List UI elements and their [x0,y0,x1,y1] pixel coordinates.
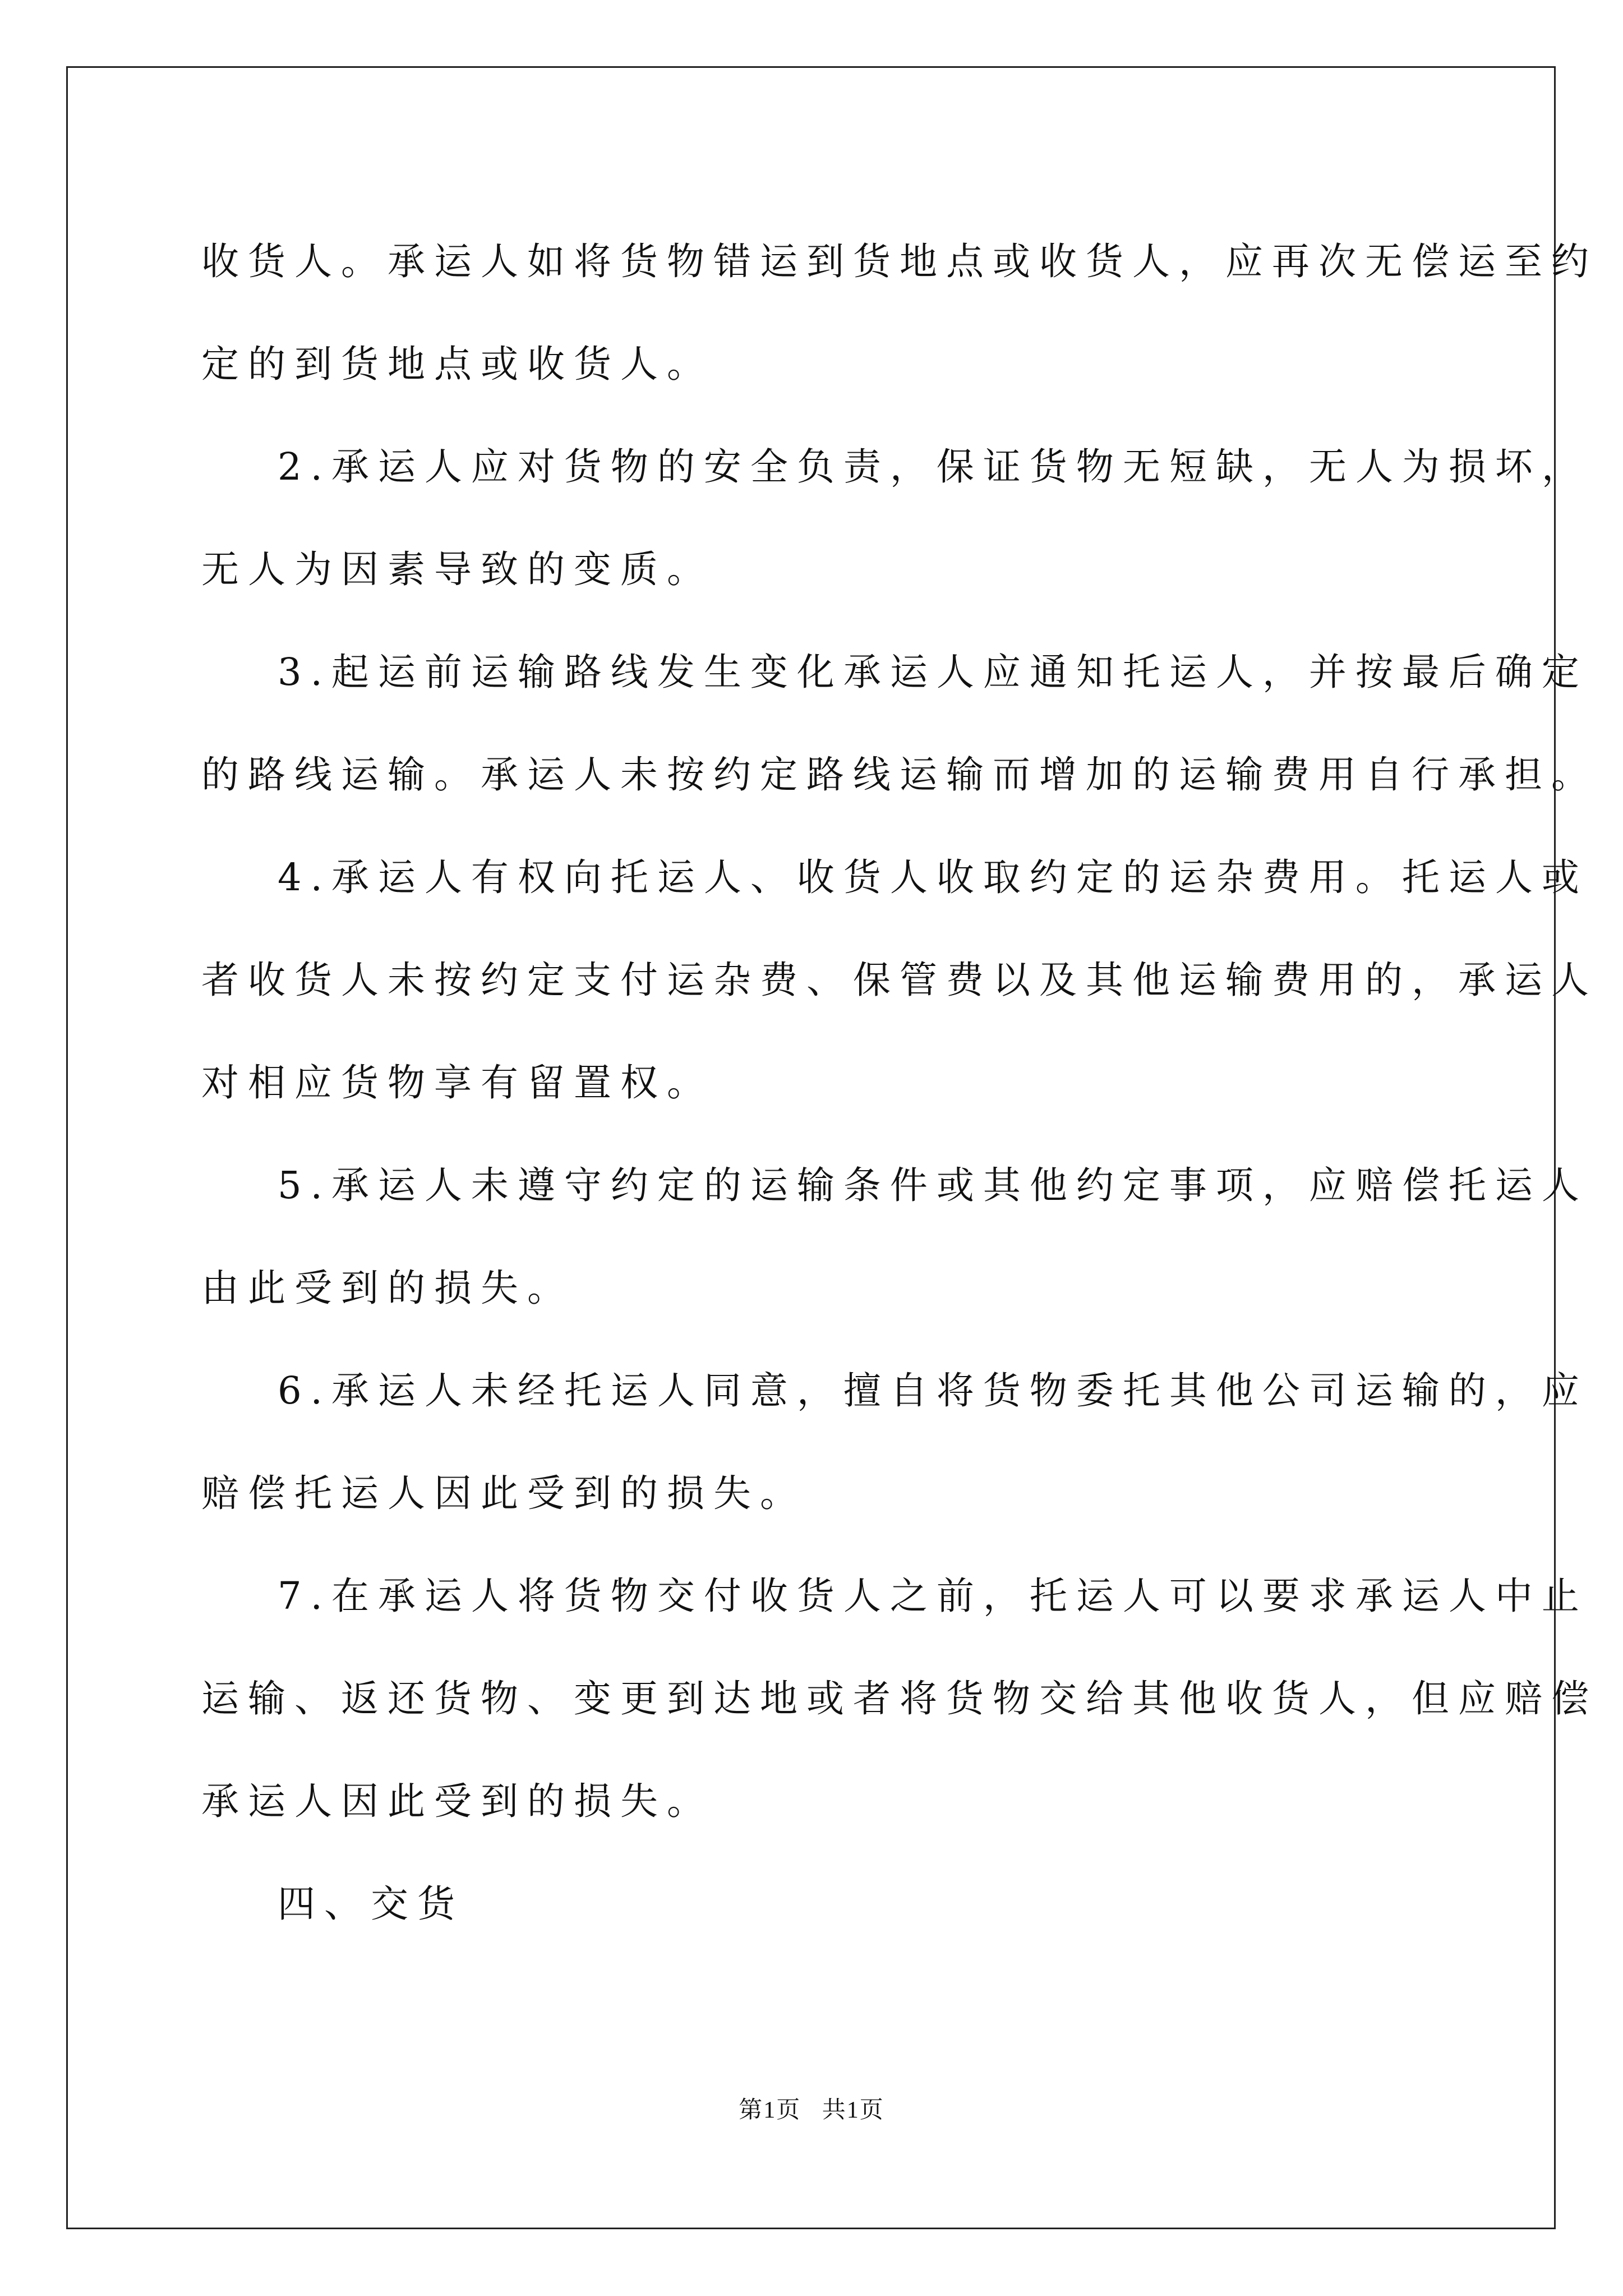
text-line: 定的到货地点或收货人。 [201,342,713,386]
page-total: 共1页 [822,2097,884,2123]
text-line: 4.承运人有权向托运人、收货人收取约定的运杂费用。托运人或 [278,855,1588,899]
paragraph-continuation [201,210,1598,416]
text-line: 3.起运前运输路线发生变化承运人应通知托运人，并按最后确定 [278,650,1588,694]
text-line: 者收货人未按约定支付运杂费、保管费以及其他运输费用的，承运人 [201,958,1598,1002]
clause-2 [201,416,1588,621]
page-footer [0,2091,1623,2125]
text-line: 5.承运人未遵守约定的运输条件或其他约定事项，应赔偿托运人 [278,1163,1588,1207]
document-body [201,210,1598,1955]
text-line: 承运人因此受到的损失。 [201,1779,713,1823]
text-line: 的路线运输。承运人未按约定路线运输而增加的运输费用自行承担。 [201,753,1598,797]
text-line: 赔偿托运人因此受到的损失。 [201,1471,806,1515]
text-line: 收货人。承运人如将货物错运到货地点或收货人，应再次无偿运至约 [201,240,1598,283]
clause-6 [201,1340,1588,1545]
clause-7 [201,1545,1598,1853]
clause-3 [201,621,1598,826]
text-line: 6.承运人未经托运人同意，擅自将货物委托其他公司运输的，应 [278,1369,1588,1412]
page-number: 第1页 [739,2097,801,2123]
section-heading: 四、交货 [278,1882,464,1926]
text-line: 由此受到的损失。 [201,1266,574,1310]
text-line: 运输、返还货物、变更到达地或者将货物交给其他收货人，但应赔偿 [201,1677,1598,1720]
text-line: 2.承运人应对货物的安全负责，保证货物无短缺，无人为损坏， [278,445,1588,489]
text-line: 对相应货物享有留置权。 [201,1061,713,1105]
text-line: 无人为因素导致的变质。 [201,547,713,591]
clause-4 [201,826,1598,1134]
clause-5 [201,1134,1588,1340]
text-line: 7.在承运人将货物交付收货人之前，托运人可以要求承运人中止 [278,1574,1588,1618]
